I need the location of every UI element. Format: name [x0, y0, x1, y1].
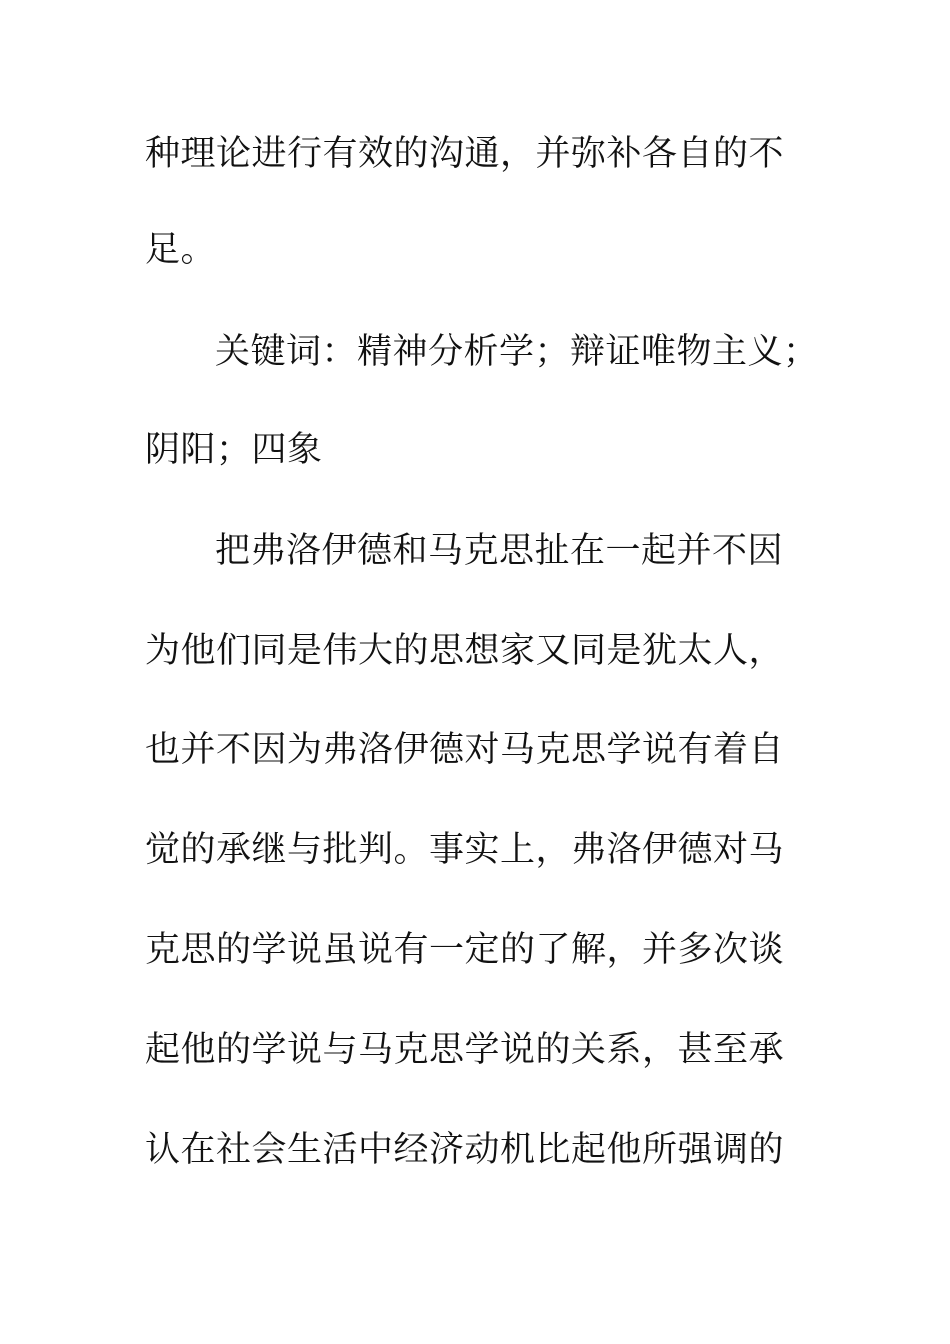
keywords-line: 阴阳；四象: [145, 430, 323, 470]
paragraph-line: 克思的学说虽说有一定的了解，并多次谈: [145, 930, 785, 970]
paragraph-line: 认在社会生活中经济动机比起他所强调的: [145, 1130, 785, 1170]
paragraph-line: 也并不因为弗洛伊德对马克思学说有着自: [145, 730, 785, 770]
paragraph-line: 把弗洛伊德和马克思扯在一起并不因: [215, 531, 784, 571]
paragraph-line: 觉的承继与批判。事实上，弗洛伊德对马: [145, 830, 785, 870]
paragraph-line: 为他们同是伟大的思想家又同是犹太人，: [145, 631, 785, 671]
text-line: 足。: [145, 230, 217, 270]
paragraph-line: 起他的学说与马克思学说的关系，甚至承: [145, 1030, 785, 1070]
text-line: 种理论进行有效的沟通，并弥补各自的不: [145, 134, 785, 174]
keywords-line: 关键词：精神分析学；辩证唯物主义；: [215, 332, 819, 372]
